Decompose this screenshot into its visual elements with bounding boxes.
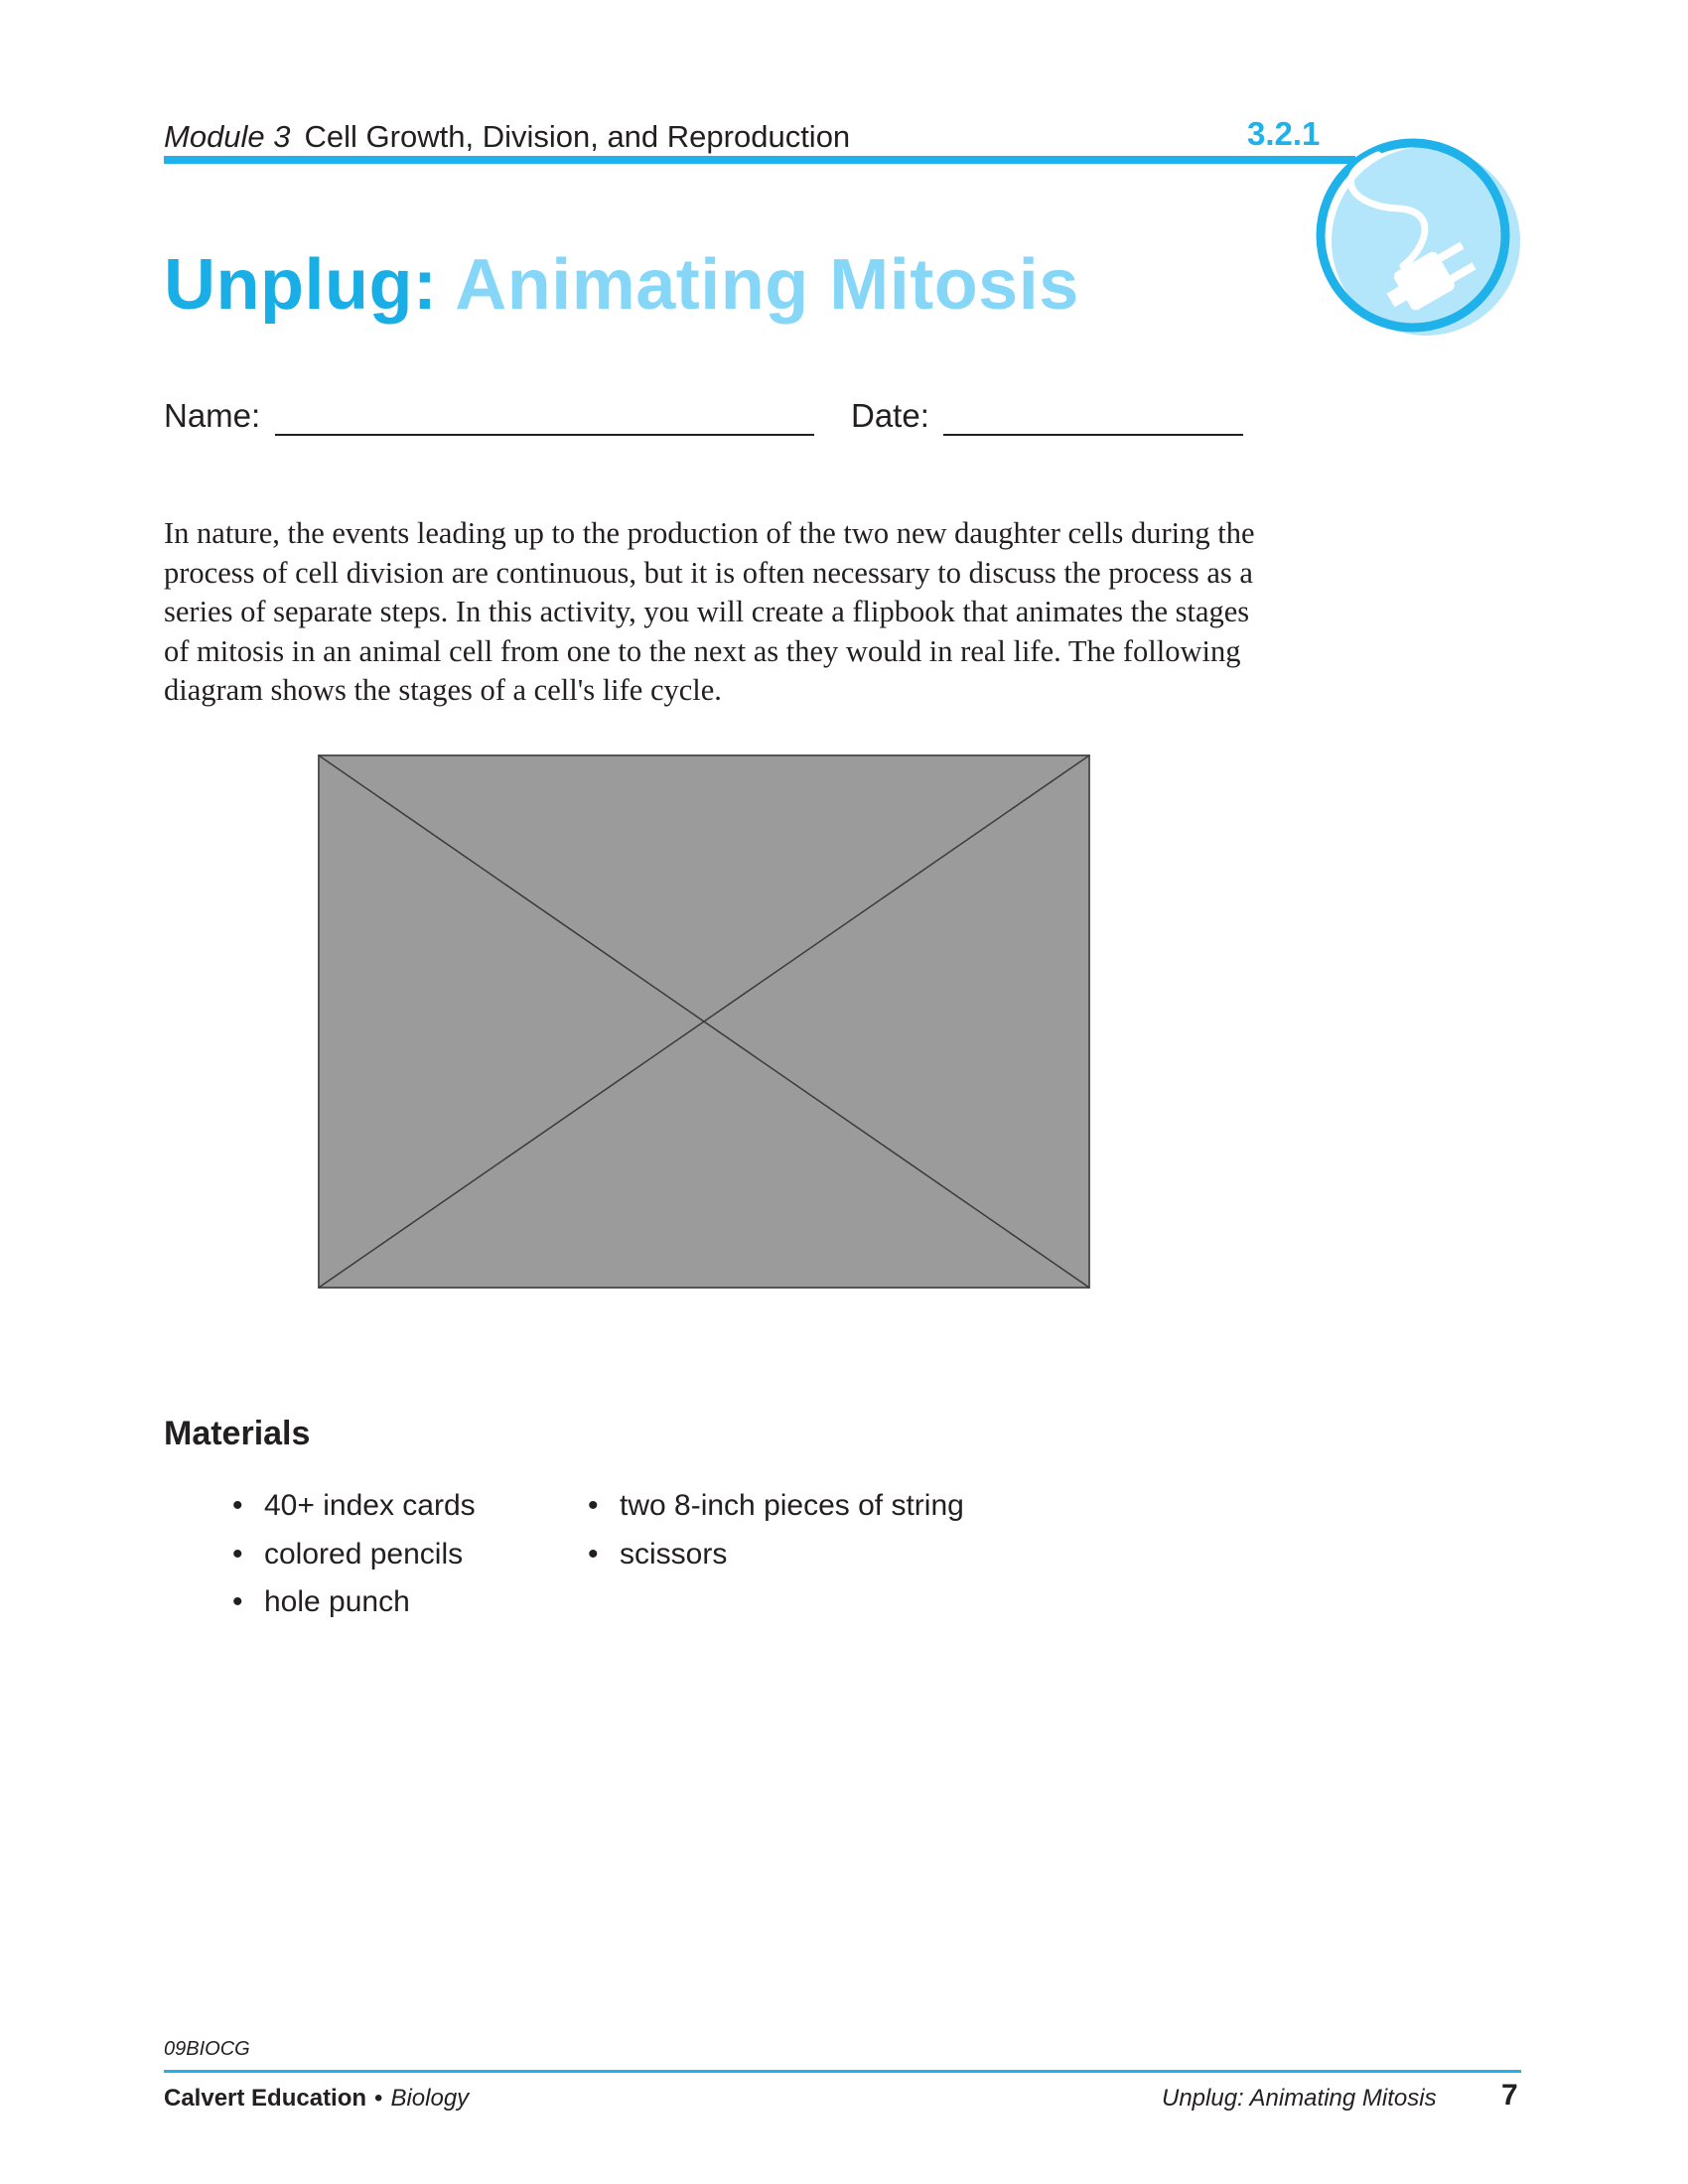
plug-icon — [1309, 137, 1533, 345]
footer-code: 09BIOCG — [164, 2038, 250, 2060]
name-field[interactable] — [275, 434, 814, 436]
date-field[interactable] — [943, 434, 1243, 436]
footer-section-title: Unplug: Animating Mitosis — [1162, 2085, 1437, 2112]
list-item — [588, 1486, 964, 1535]
module-label: Module 3 — [164, 119, 291, 154]
bullet: • — [588, 1537, 599, 1570]
date-label: Date: — [851, 397, 929, 434]
materials-list-2 — [588, 1486, 964, 1582]
bullet: • — [232, 1585, 243, 1618]
module-header — [164, 119, 850, 155]
image-placeholder — [318, 754, 1090, 1289]
section-code: 3.2.1 — [1247, 115, 1321, 152]
list-item — [588, 1535, 964, 1583]
bullet: • — [232, 1489, 243, 1522]
materials-list-1 — [232, 1486, 476, 1631]
material-label: hole punch — [264, 1585, 410, 1618]
bullet: • — [232, 1537, 243, 1570]
name-label: Name: — [164, 397, 261, 434]
title-prefix: Unplug: — [164, 245, 438, 325]
material-label: two 8-inch pieces of string — [620, 1489, 964, 1522]
publisher-name: Calvert Education — [164, 2085, 367, 2112]
intro-paragraph: In nature, the events leading up to the production of the two new daughter cells during the process of cell division are continuous, but it is often necessary to discuss the process as a series of separate steps. In this activity, you will create a flipbook that animates the stages of mitosis in an animal cell from one to the next as they would in real life. The following diagram shows the stages of a cell's life cycle. — [164, 516, 1255, 707]
bullet: • — [588, 1489, 599, 1522]
material-label: scissors — [620, 1537, 728, 1570]
material-label: 40+ index cards — [264, 1489, 476, 1522]
header-rule — [164, 156, 1355, 164]
title-main: Animating Mitosis — [455, 245, 1079, 325]
subject-name: Biology — [390, 2085, 470, 2112]
list-item — [232, 1582, 476, 1631]
list-item — [232, 1486, 476, 1535]
footer-rule — [164, 2070, 1521, 2073]
module-title: Cell Growth, Division, and Reproduction — [304, 119, 851, 154]
materials-heading: Materials — [164, 1415, 311, 1452]
footer-publisher — [164, 2085, 469, 2113]
material-label: colored pencils — [264, 1537, 464, 1570]
page-title — [164, 244, 1079, 326]
page-number: 7 — [1501, 2079, 1518, 2112]
list-item — [232, 1535, 476, 1583]
footer-separator: • — [374, 2085, 383, 2112]
